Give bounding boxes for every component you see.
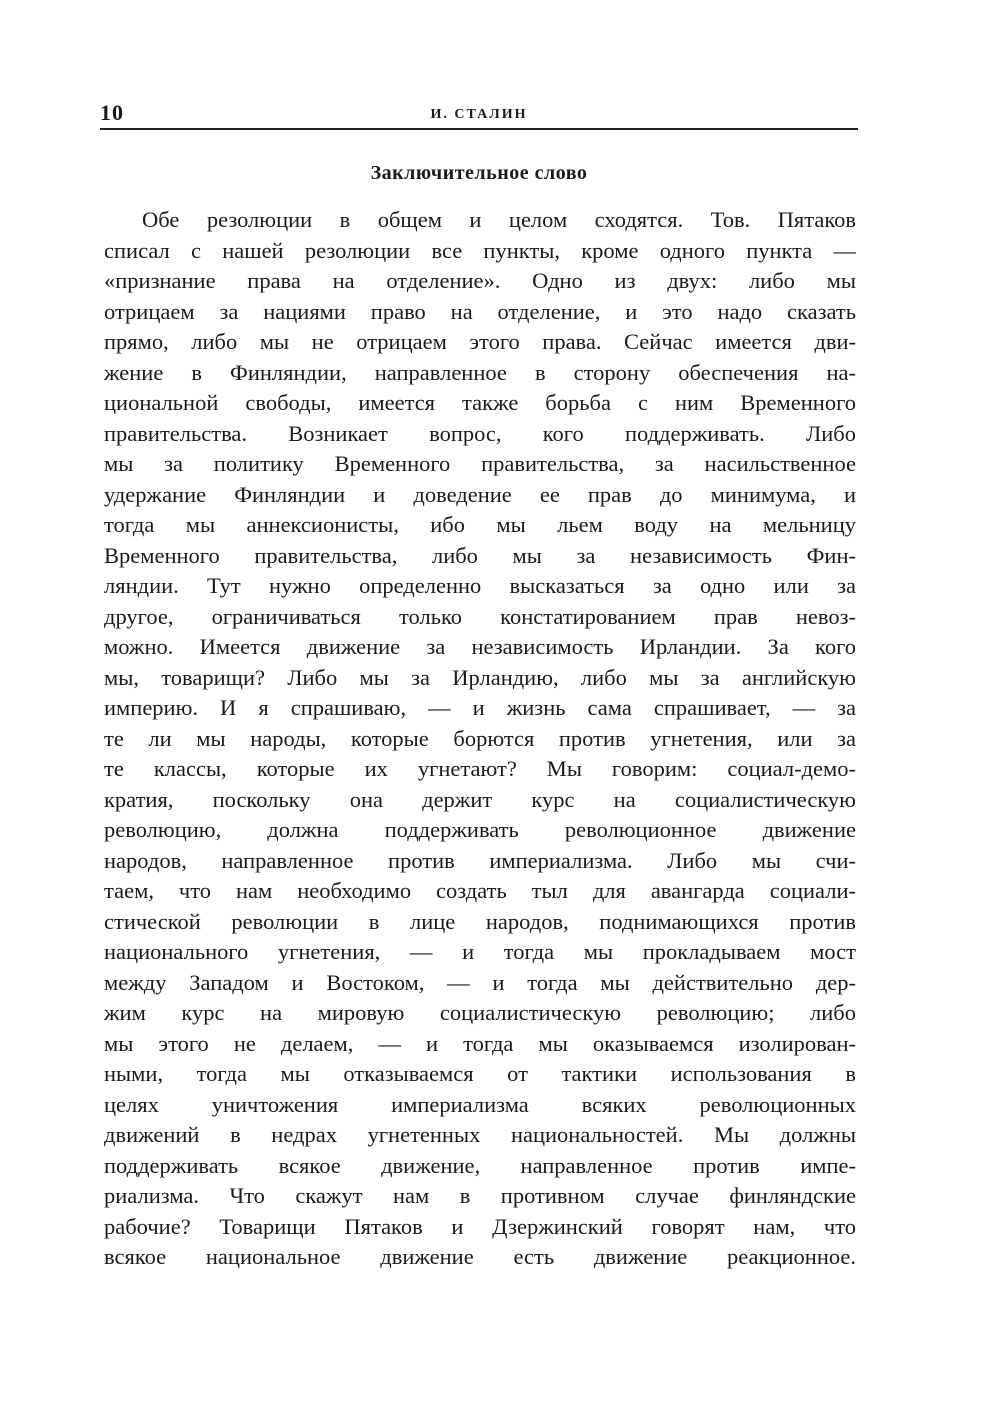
text-line: правительства. Возникает вопрос, кого поддерживать. Либо [104, 420, 856, 446]
text-line: кратия, поскольку она держит курс на социалистическую [104, 786, 856, 812]
text-line: те классы, которые их угнетают? Мы говорим: социал-демо- [104, 756, 856, 781]
text-line: циональной свободы, имеется также борьба с ним Временного [104, 390, 856, 415]
page-number: 10 [100, 100, 124, 125]
text-line: мы, товарищи? Либо мы за Ирландию, либо мы за английскую [104, 664, 856, 690]
text-line: ляндии. Тут нужно определенно высказаться за одно или за [104, 573, 856, 598]
text-line: Временного правительства, либо мы за независимость Фин- [104, 542, 856, 568]
text-line: риализма. Что скажут нам в противном случае финляндские [104, 1183, 856, 1208]
text-line: мы за политику Временного правительства, за насильственное [104, 451, 856, 476]
text-line: те ли мы народы, которые борются против угнетения, или за [104, 725, 856, 751]
text-line: стической революции в лице народов, поднимающихся против [104, 908, 856, 934]
text-line: можно. Имеется движение за независимость Ирландии. За кого [104, 634, 856, 659]
header-rule [100, 128, 858, 130]
text-line: ными, тогда мы отказываемся от тактики использования в [104, 1061, 856, 1086]
text-line: жим курс на мировую социалистическую революцию; либо [104, 1000, 856, 1025]
text-line: отрицаем за нациями право на отделение, и это надо сказать [104, 298, 856, 324]
text-line: между Западом и Востоком, — и тогда мы действительно дер- [104, 969, 856, 995]
text-line: другое, ограничиваться только констатированием прав невоз- [104, 603, 856, 629]
text-line: мы этого не делаем, — и тогда мы оказываемся изолирован- [104, 1030, 856, 1056]
text-line: удержание Финляндии и доведение ее прав до минимума, и [104, 481, 856, 507]
text-line: поддерживать всякое движение, направленное против импе- [104, 1152, 856, 1178]
text-line: целях уничтожения империализма всяких революционных [104, 1091, 856, 1117]
text-line: империю. И я спрашиваю, — и жизнь сама спрашивает, — за [104, 695, 856, 720]
text-line: рабочие? Товарищи Пятаков и Дзержинский говорят нам, что [104, 1213, 856, 1239]
text-line: революцию, должна поддерживать революционное движение [104, 817, 856, 842]
text-line: народов, направленное против империализма. Либо мы счи- [104, 847, 856, 873]
text-line: национального угнетения, — и тогда мы прокладываем мост [104, 939, 856, 964]
text-line: прямо, либо мы не отрицаем этого права. Сейчас имеется дви- [104, 329, 856, 354]
text-line: жение в Финляндии, направленное в сторону обеспечения на- [104, 359, 856, 385]
text-line: всякое национальное движение есть движение реакционное. [104, 1244, 856, 1269]
text-line: списал с нашей резолюции все пункты, кроме одного пункта — [104, 237, 856, 263]
text-line: движений в недрах угнетенных национальностей. Мы должны [104, 1122, 856, 1147]
section-title: Заключительное слово [370, 162, 588, 184]
running-head-author: И. СТАЛИН [430, 107, 528, 122]
text-line: Обе резолюции в общем и целом сходятся. Тов. Пятаков [142, 207, 856, 232]
body-text [104, 205, 856, 1273]
running-head [100, 100, 858, 130]
text-line: таем, что нам необходимо создать тыл для авангарда социали- [104, 878, 856, 903]
text-line: «признание права на отделение». Одно из двух: либо мы [104, 268, 856, 293]
text-line: тогда мы аннексионисты, ибо мы льем воду на мельницу [104, 512, 856, 537]
